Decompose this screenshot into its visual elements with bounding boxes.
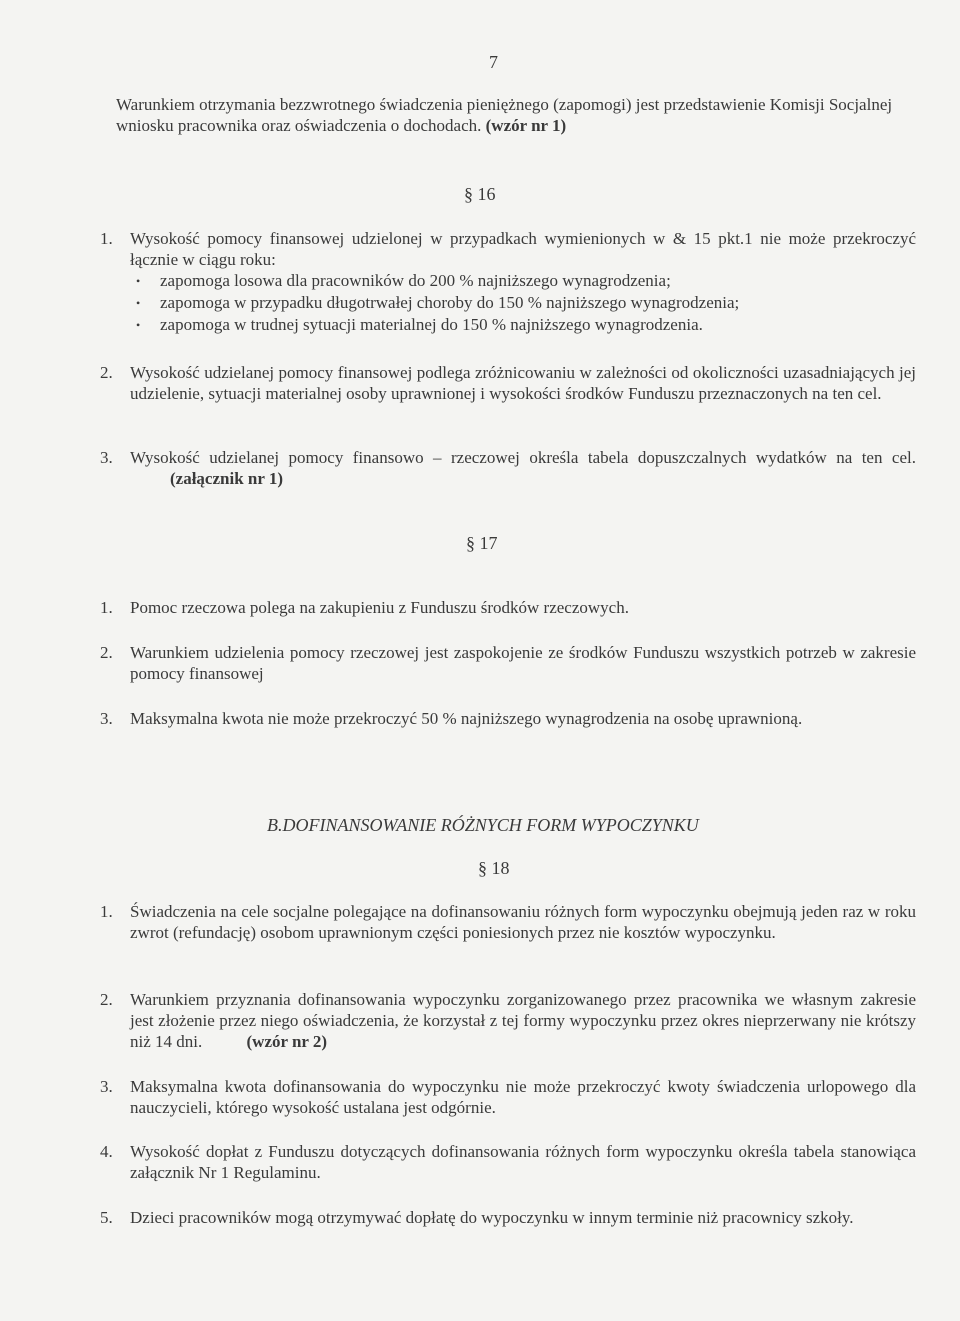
- item-number: 2.: [100, 363, 113, 382]
- item-text: Wysokość udzielanej pomocy finansowej podlega zróżnicowaniu w zależności od okoliczności uzasadniających jej udzielenie, sytuacji materialnej osoby uprawnionej i wysokości środków Funduszu przeznaczonych na ten cel.: [130, 363, 916, 403]
- item-number: 2.: [100, 643, 113, 662]
- item-number: 1.: [100, 902, 113, 921]
- s18-item-3: [100, 1076, 916, 1118]
- s16-item-1: [100, 228, 916, 270]
- s17-item-3: [100, 708, 916, 729]
- intro-ref: (wzór nr 1): [485, 116, 567, 135]
- item-text: Warunkiem udzielenia pomocy rzeczowej jest zaspokojenie ze środków Funduszu wszystkich potrzeb w zakresie pomocy finansowej: [130, 643, 916, 683]
- list-item: • zapomoga losowa dla pracowników do 200 % najniższego wynagrodzenia;: [134, 270, 916, 292]
- s16-item-3: [100, 447, 916, 489]
- item-text: Wysokość pomocy finansowej udzielonej w przypadkach wymienionych w & 15 pkt.1 nie może przekroczyć łącznie w ciągu roku:: [130, 229, 916, 269]
- item-number: 4.: [100, 1142, 113, 1161]
- s18-item-2: [100, 989, 916, 1052]
- item-text: Świadczenia na cele socjalne polegające na dofinansowaniu różnych form wypoczynku obejmują jeden raz w roku zwrot (refundację) osobom uprawnionym części poniesionych przez nie kosztów wypoczynku.: [130, 902, 916, 942]
- list-item: • zapomoga w trudnej sytuacji materialnej do 150 % najniższego wynagrodzenia.: [134, 314, 916, 336]
- item-number: 3.: [100, 448, 113, 467]
- list-item: • zapomoga w przypadku długotrwałej choroby do 150 % najniższego wynagrodzenia;: [134, 292, 916, 314]
- item-text: Wysokość udzielanej pomocy finansowo – rzeczowej określa tabela dopuszczalnych wydatków na ten cel.: [130, 448, 916, 467]
- intro-text: Warunkiem otrzymania bezzwrotnego świadczenia pieniężnego (zapomogi) jest przedstawienie Komisji Socjalnej wniosku pracownika oraz oświadczenia o dochodach.: [116, 95, 893, 135]
- s16-bullet-list: [134, 270, 916, 336]
- item-number: 5.: [100, 1208, 113, 1227]
- section-16-title: § 16: [464, 184, 496, 204]
- item-number: 1.: [100, 598, 113, 617]
- item-number: 1.: [100, 229, 113, 248]
- item-ref: (wzór nr 2): [246, 1032, 328, 1051]
- item-text: Wysokość dopłat z Funduszu dotyczących dofinansowania różnych form wypoczynku określa tabela stanowiąca załącznik Nr 1 Regulaminu.: [130, 1142, 916, 1182]
- item-text: Warunkiem przyznania dofinansowania wypoczynku zorganizowanego przez pracownika we własnym zakresie jest złożenie przez niego oświadczenia, że korzystał z tej formy wypoczynku przez okres nieprzerwany nie krótszy niż 14 dni.: [130, 990, 916, 1051]
- section-17-title: § 17: [466, 533, 498, 553]
- item-number: 3.: [100, 1077, 113, 1096]
- page-number: 7: [489, 52, 498, 72]
- item-text: Dzieci pracowników mogą otrzymywać dopłatę do wypoczynku w innym terminie niż pracownicy szkoły.: [130, 1208, 854, 1227]
- item-ref: (załącznik nr 1): [170, 469, 284, 488]
- s18-item-5: [100, 1207, 916, 1228]
- s17-item-2: [100, 642, 916, 684]
- item-text: Maksymalna kwota nie może przekroczyć 50 % najniższego wynagrodzenia na osobę uprawnioną.: [130, 709, 803, 728]
- item-text: Maksymalna kwota dofinansowania do wypoczynku nie może przekroczyć kwoty świadczenia urlopowego dla nauczycieli, którego wysokość ustalana jest odgórnie.: [130, 1077, 916, 1117]
- s18-item-1: [100, 901, 916, 943]
- item-number: 3.: [100, 709, 113, 728]
- s16-item-2: [100, 362, 916, 404]
- item-number: 2.: [100, 990, 113, 1009]
- item-text: Pomoc rzeczowa polega na zakupieniu z Funduszu środków rzeczowych.: [130, 598, 629, 617]
- section-b-heading: B.DOFINANSOWANIE RÓŻNYCH FORM WYPOCZYNKU: [267, 815, 699, 835]
- s18-item-4: [100, 1141, 916, 1183]
- s17-item-1: [100, 597, 916, 618]
- intro-paragraph: [116, 94, 916, 136]
- section-18-title: § 18: [478, 858, 510, 878]
